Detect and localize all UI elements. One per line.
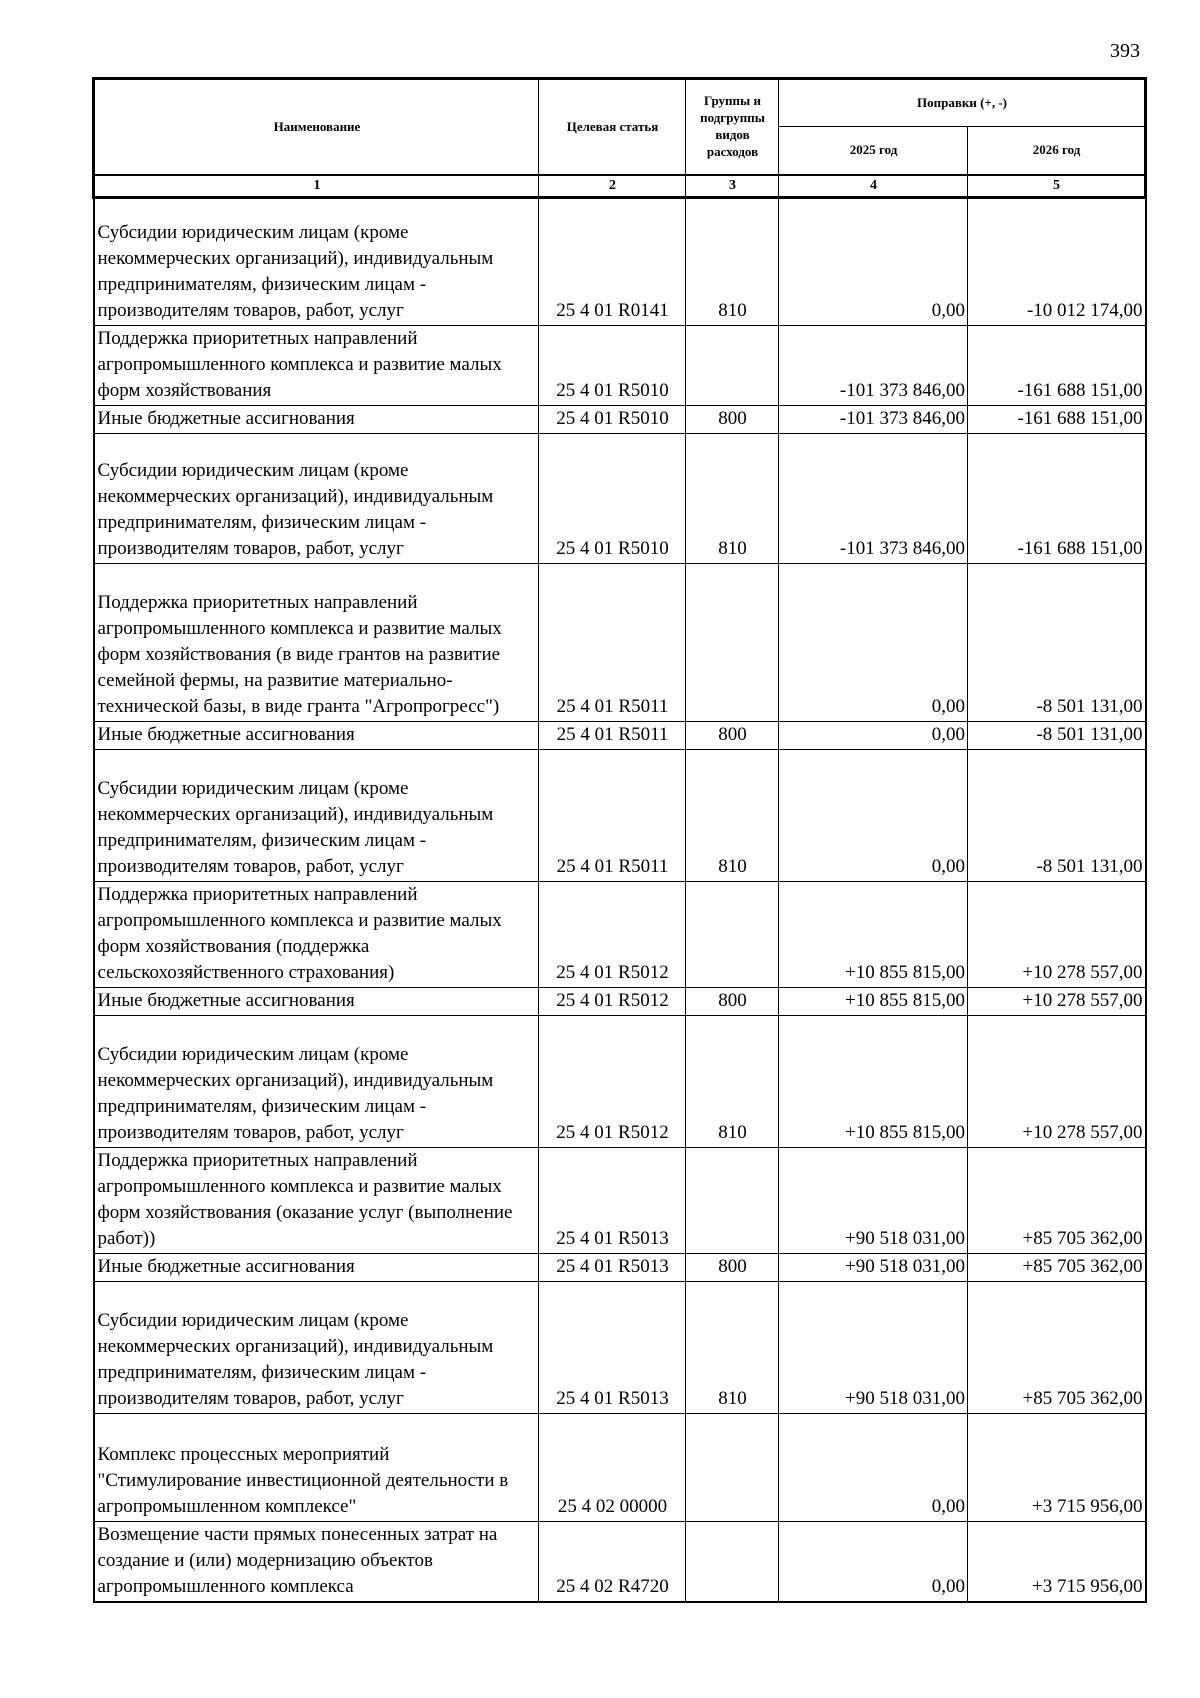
row-amount-2026: -161 688 151,00 <box>968 433 1146 563</box>
header-name: Наименование <box>94 79 539 175</box>
table-row <box>94 405 1146 433</box>
row-name: Поддержка приоритетных направлений агропромышленного комплекса и развитие малых форм хозяйствования (оказание услуг (выполнение работ)) <box>94 1147 539 1253</box>
row-amount-2026: +10 278 557,00 <box>968 987 1146 1015</box>
column-number: 5 <box>968 175 1146 198</box>
row-target-code: 25 4 01 R5011 <box>539 749 686 881</box>
row-expense-group <box>686 1147 779 1253</box>
row-expense-group <box>686 563 779 721</box>
row-name: Поддержка приоритетных направлений агропромышленного комплекса и развитие малых форм хозяйствования (поддержка сельскохозяйственного страхования) <box>94 881 539 987</box>
row-target-code: 25 4 02 R4720 <box>539 1521 686 1602</box>
row-amount-2025: 0,00 <box>779 749 968 881</box>
row-amount-2025: +90 518 031,00 <box>779 1281 968 1413</box>
row-amount-2025: 0,00 <box>779 563 968 721</box>
table-row <box>94 325 1146 405</box>
row-target-code: 25 4 01 R5012 <box>539 881 686 987</box>
row-name: Субсидии юридическим лицам (кроме некоммерческих организаций), индивидуальным предпринимателям, физическим лицам - производителям товаров, работ, услуг <box>94 433 539 563</box>
row-target-code: 25 4 01 R5012 <box>539 987 686 1015</box>
row-expense-group <box>686 1521 779 1602</box>
row-target-code: 25 4 01 R5013 <box>539 1281 686 1413</box>
table-row <box>94 749 1146 881</box>
table-header <box>94 79 1146 198</box>
page-number: 393 <box>1110 40 1140 62</box>
row-amount-2025: -101 373 846,00 <box>779 405 968 433</box>
row-target-code: 25 4 01 R0141 <box>539 197 686 325</box>
row-target-code: 25 4 01 R5011 <box>539 563 686 721</box>
row-amount-2025: +10 855 815,00 <box>779 1015 968 1147</box>
table-row <box>94 1147 1146 1253</box>
row-name: Иные бюджетные ассигнования <box>94 987 539 1015</box>
row-expense-group: 800 <box>686 721 779 749</box>
row-name: Иные бюджетные ассигнования <box>94 1253 539 1281</box>
row-amount-2026: -8 501 131,00 <box>968 563 1146 721</box>
table-row <box>94 987 1146 1015</box>
column-number: 1 <box>94 175 539 198</box>
table-row <box>94 721 1146 749</box>
row-expense-group: 810 <box>686 197 779 325</box>
row-expense-group: 800 <box>686 1253 779 1281</box>
row-name: Иные бюджетные ассигнования <box>94 721 539 749</box>
row-expense-group: 810 <box>686 433 779 563</box>
row-name: Субсидии юридическим лицам (кроме некоммерческих организаций), индивидуальным предпринимателям, физическим лицам - производителям товаров, работ, услуг <box>94 197 539 325</box>
row-target-code: 25 4 01 R5013 <box>539 1253 686 1281</box>
table-row <box>94 1413 1146 1521</box>
row-expense-group <box>686 325 779 405</box>
column-number: 4 <box>779 175 968 198</box>
row-amount-2025: 0,00 <box>779 721 968 749</box>
table-row <box>94 881 1146 987</box>
row-amount-2025: 0,00 <box>779 1413 968 1521</box>
row-expense-group: 810 <box>686 1015 779 1147</box>
row-amount-2026: +10 278 557,00 <box>968 881 1146 987</box>
row-amount-2026: -10 012 174,00 <box>968 197 1146 325</box>
row-target-code: 25 4 01 R5010 <box>539 433 686 563</box>
row-name: Субсидии юридическим лицам (кроме некоммерческих организаций), индивидуальным предпринимателям, физическим лицам - производителям товаров, работ, услуг <box>94 1281 539 1413</box>
row-name: Субсидии юридическим лицам (кроме некоммерческих организаций), индивидуальным предпринимателям, физическим лицам - производителям товаров, работ, услуг <box>94 1015 539 1147</box>
table-row <box>94 1253 1146 1281</box>
row-name: Поддержка приоритетных направлений агропромышленного комплекса и развитие малых форм хозяйствования (в виде грантов на развитие семейной фермы, на развитие материально-технической базы, в виде гранта "Агропрогресс") <box>94 563 539 721</box>
row-expense-group: 810 <box>686 749 779 881</box>
table-row <box>94 1015 1146 1147</box>
row-target-code: 25 4 01 R5010 <box>539 405 686 433</box>
header-amendments: Поправки (+, -) <box>779 79 1146 127</box>
row-expense-group <box>686 881 779 987</box>
row-amount-2026: +85 705 362,00 <box>968 1147 1146 1253</box>
table-row <box>94 563 1146 721</box>
row-target-code: 25 4 01 R5012 <box>539 1015 686 1147</box>
row-amount-2025: 0,00 <box>779 197 968 325</box>
row-amount-2025: -101 373 846,00 <box>779 433 968 563</box>
row-amount-2025: +10 855 815,00 <box>779 881 968 987</box>
header-expense-groups: Группы и подгруппы видов расходов <box>686 79 779 175</box>
row-expense-group: 800 <box>686 987 779 1015</box>
row-amount-2025: +90 518 031,00 <box>779 1253 968 1281</box>
table-row <box>94 1281 1146 1413</box>
row-name: Комплекс процессных мероприятий "Стимулирование инвестиционной деятельности в агропромышленном комплексе" <box>94 1413 539 1521</box>
row-amount-2026: -161 688 151,00 <box>968 325 1146 405</box>
row-amount-2026: -161 688 151,00 <box>968 405 1146 433</box>
row-amount-2025: -101 373 846,00 <box>779 325 968 405</box>
row-name: Возмещение части прямых понесенных затрат на создание и (или) модернизацию объектов агропромышленного комплекса <box>94 1521 539 1602</box>
row-amount-2026: +85 705 362,00 <box>968 1253 1146 1281</box>
row-expense-group <box>686 1413 779 1521</box>
row-target-code: 25 4 01 R5011 <box>539 721 686 749</box>
budget-table <box>92 77 1147 1603</box>
column-number: 3 <box>686 175 779 198</box>
header-target-article: Целевая статья <box>539 79 686 175</box>
row-name: Поддержка приоритетных направлений агропромышленного комплекса и развитие малых форм хозяйствования <box>94 325 539 405</box>
row-amount-2026: +3 715 956,00 <box>968 1413 1146 1521</box>
row-amount-2026: +10 278 557,00 <box>968 1015 1146 1147</box>
row-amount-2025: +10 855 815,00 <box>779 987 968 1015</box>
row-name: Иные бюджетные ассигнования <box>94 405 539 433</box>
row-expense-group: 810 <box>686 1281 779 1413</box>
table-row <box>94 433 1146 563</box>
row-target-code: 25 4 01 R5010 <box>539 325 686 405</box>
table-row <box>94 1521 1146 1602</box>
table-row <box>94 197 1146 325</box>
column-number: 2 <box>539 175 686 198</box>
table-body <box>94 197 1146 1602</box>
row-name: Субсидии юридическим лицам (кроме некоммерческих организаций), индивидуальным предпринимателям, физическим лицам - производителям товаров, работ, услуг <box>94 749 539 881</box>
header-year-2025: 2025 год <box>779 127 968 175</box>
row-amount-2026: +85 705 362,00 <box>968 1281 1146 1413</box>
row-expense-group: 800 <box>686 405 779 433</box>
row-amount-2026: -8 501 131,00 <box>968 749 1146 881</box>
row-amount-2026: -8 501 131,00 <box>968 721 1146 749</box>
header-year-2026: 2026 год <box>968 127 1146 175</box>
row-amount-2026: +3 715 956,00 <box>968 1521 1146 1602</box>
row-target-code: 25 4 02 00000 <box>539 1413 686 1521</box>
row-amount-2025: +90 518 031,00 <box>779 1147 968 1253</box>
row-amount-2025: 0,00 <box>779 1521 968 1602</box>
row-target-code: 25 4 01 R5013 <box>539 1147 686 1253</box>
